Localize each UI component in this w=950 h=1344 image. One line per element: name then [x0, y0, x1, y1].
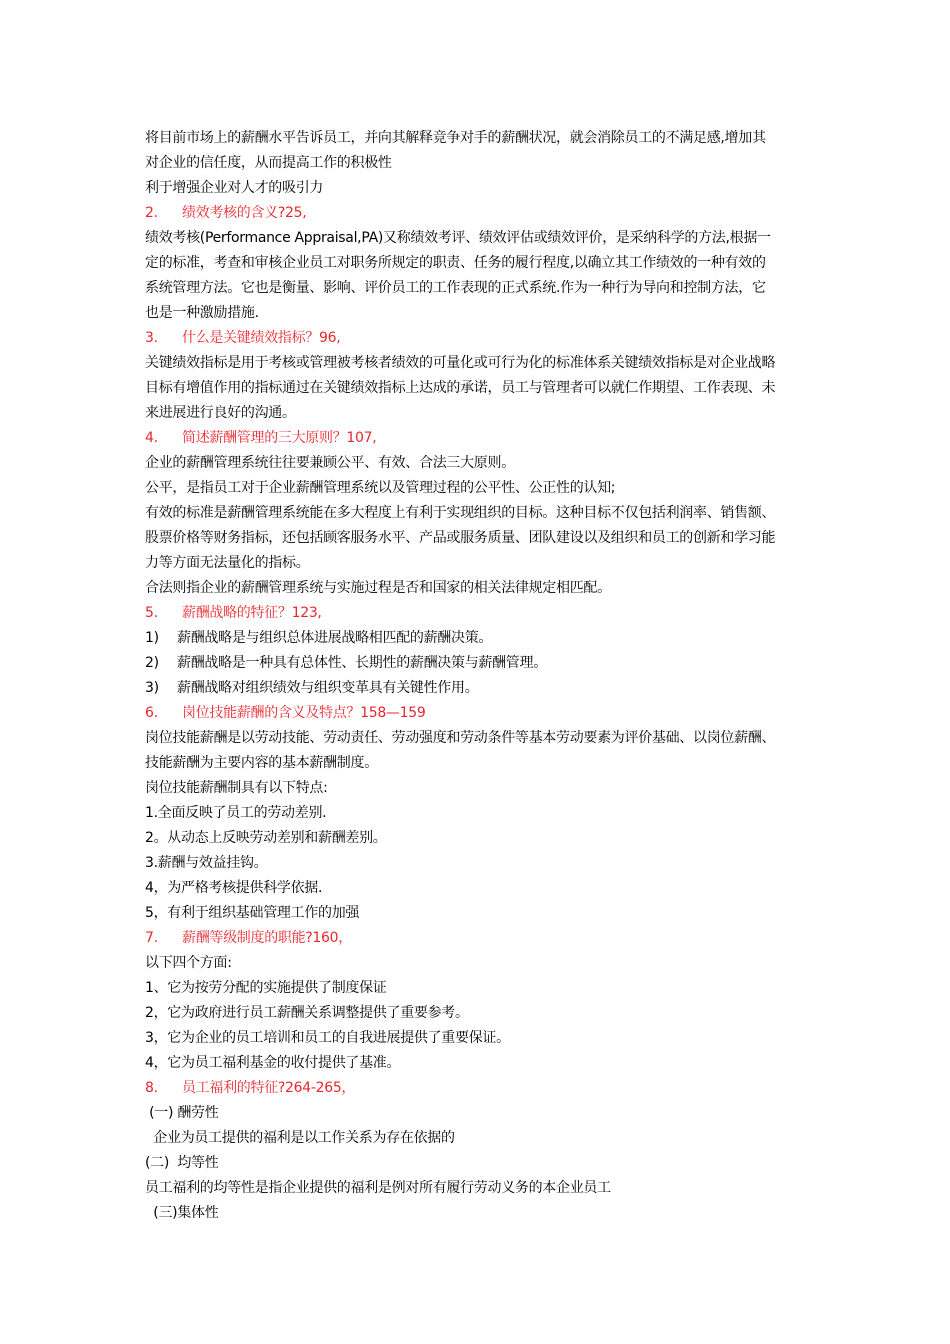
answer-line: 公平，是指员工对于企业薪酬管理系统以及管理过程的公平性、公正性的认知; — [145, 480, 616, 496]
answer-line: 有效的标准是薪酬管理系统能在多大程度上有利于实现组织的目标。这种目标不仅包括利润率、销售额、 — [145, 505, 776, 521]
answer-line: 1.全面反映了员工的劳动差别. — [145, 805, 327, 821]
document-page — [145, 126, 810, 1226]
answer-line: 员工福利的均等性是指企业提供的福利是例对所有履行劳动义务的本企业员工 — [145, 1180, 611, 1196]
question-number: 7. — [145, 930, 158, 946]
paragraph-line: 将目前市场上的薪酬水平告诉员工，并向其解释竞争对手的薪酬状况，就会消除员工的不满足感,增加其 — [145, 130, 766, 146]
question-number: 6. — [145, 705, 158, 721]
answer-line: 2，它为政府进行员工薪酬关系调整提供了重要参考。 — [145, 1005, 469, 1021]
answer-line: 定的标准，考查和审核企业员工对职务所规定的职责、任务的履行程度,以确立其工作绩效的一种有效的 — [145, 255, 766, 271]
question-number: 2. — [145, 205, 158, 221]
answer-line: 绩效考核(Performance Appraisal,PA)又称绩效考评、绩效评估或绩效评价，是采纳科学的方法,根据一 — [145, 230, 771, 246]
question-number: 8. — [145, 1080, 158, 1096]
answer-line: 企业为员工提供的福利是以工作关系为存在依据的 — [145, 1130, 455, 1146]
answer-line: 1、它为按劳分配的实施提供了制度保证 — [145, 980, 387, 996]
list-item-text: 薪酬战略对组织绩效与组织变革具有关键性作用。 — [177, 680, 479, 696]
answer-line: 以下四个方面: — [145, 955, 232, 971]
answer-line: 4，为严格考核提供科学依据. — [145, 880, 323, 896]
question-number: 3. — [145, 330, 158, 346]
answer-line: 力等方面无法量化的指标。 — [145, 555, 310, 571]
question-number: 4. — [145, 430, 158, 446]
answer-line: (二) 均等性 — [145, 1155, 219, 1171]
answer-line: 岗位技能薪酬是以劳动技能、劳动责任、劳动强度和劳动条件等基本劳动要素为评价基础、以岗位薪酬、 — [145, 730, 776, 746]
question-title: 什么是关键绩效指标？96, — [182, 330, 341, 346]
question-title: 岗位技能薪酬的含义及特点？158—159 — [182, 705, 426, 721]
list-item-text: 薪酬战略是一种具有总体性、长期性的薪酬决策与薪酬管理。 — [177, 655, 547, 671]
question-title: 简述薪酬管理的三大原则？107, — [182, 430, 377, 446]
answer-line: 3，它为企业的员工培训和员工的自我进展提供了重要保证。 — [145, 1030, 510, 1046]
answer-line: 来进展进行良好的沟通。 — [145, 405, 296, 421]
answer-line: (三)集体性 — [145, 1205, 219, 1221]
question-heading-4 — [145, 426, 810, 451]
list-item-number: 1) — [145, 630, 159, 646]
answer-line: 也是一种激励措施. — [145, 305, 259, 321]
answer-line: 目标有增值作用的指标通过在关键绩效指标上达成的承诺，员工与管理者可以就仁作期望、工作表现、未 — [145, 380, 776, 396]
answer-line: 关键绩效指标是用于考核或管理被考核者绩效的可量化或可行为化的标准体系关键绩效指标是对企业战略 — [145, 355, 776, 371]
paragraph-line: 对企业的信任度，从而提高工作的积极性 — [145, 155, 392, 171]
answer-line: 4，它为员工福利基金的收付提供了基准。 — [145, 1055, 401, 1071]
list-item-text: 薪酬战略是与组织总体进展战略相匹配的薪酬决策。 — [177, 630, 493, 646]
question-title: 薪酬战略的特征？123, — [182, 605, 322, 621]
answer-line: 企业的薪酬管理系统往往要兼顾公平、有效、合法三大原则。 — [145, 455, 515, 471]
list-item-number: 2) — [145, 655, 159, 671]
list-item-number: 3) — [145, 680, 159, 696]
question-heading-2 — [145, 201, 810, 226]
answer-line: 技能薪酬为主要内容的基本薪酬制度。 — [145, 755, 378, 771]
answer-line: 系统管理方法。它也是衡量、影响、评价员工的工作表现的正式系统.作为一种行为导向和控制方法，它 — [145, 280, 766, 296]
answer-line: 岗位技能薪酬制具有以下特点: — [145, 780, 328, 796]
question-heading-7 — [145, 926, 810, 951]
list-item — [145, 651, 810, 676]
answer-line: (一) 酬劳性 — [145, 1105, 219, 1121]
question-number: 5. — [145, 605, 158, 621]
question-heading-3 — [145, 326, 810, 351]
list-item — [145, 676, 810, 701]
answer-line: 合法则指企业的薪酬管理系统与实施过程是否和国家的相关法律规定相匹配。 — [145, 580, 611, 596]
answer-line: 2。从动态上反映劳动差别和薪酬差别。 — [145, 830, 387, 846]
question-title: 薪酬等级制度的职能?160， — [182, 930, 352, 946]
question-heading-6 — [145, 701, 810, 726]
answer-line: 3.薪酬与效益挂钩。 — [145, 855, 268, 871]
answer-line: 5，有利于组织基础管理工作的加强 — [145, 905, 360, 921]
question-heading-5 — [145, 601, 810, 626]
question-heading-8 — [145, 1076, 810, 1101]
list-item — [145, 626, 810, 651]
paragraph-line: 利于增强企业对人才的吸引力 — [145, 180, 324, 196]
question-title: 员工福利的特征?264-265， — [182, 1080, 356, 1096]
answer-line: 股票价格等财务指标，还包括顾客服务水平、产品或服务质量、团队建设以及组织和员工的创新和学习能 — [145, 530, 776, 546]
question-title: 绩效考核的含义?25, — [182, 205, 307, 221]
